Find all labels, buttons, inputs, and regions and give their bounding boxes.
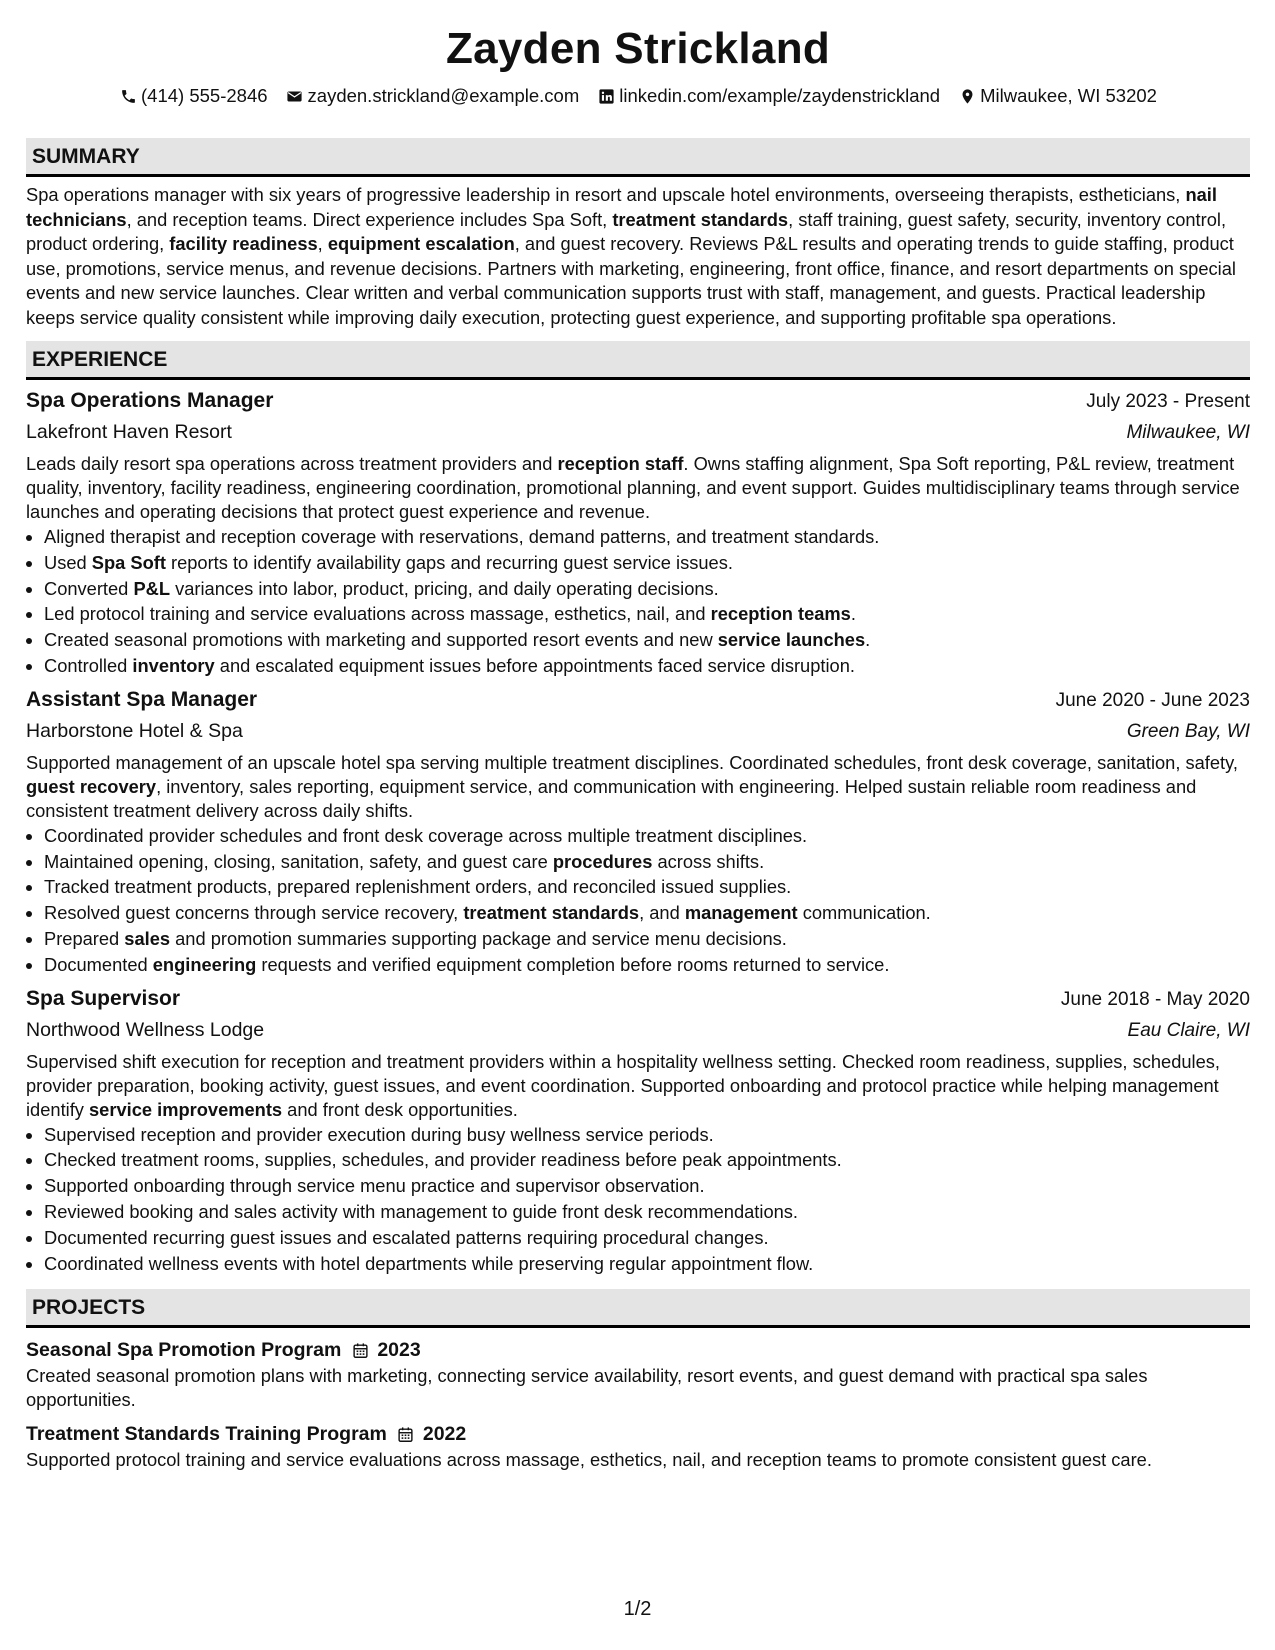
projects-list: [26, 1336, 1250, 1472]
experience-heading: EXPERIENCE: [26, 341, 1250, 380]
summary-text: Spa operations manager with six years of progressive leadership in resort and upscale hotel environments, overseeing therapists, estheticians,: [26, 184, 1186, 205]
summary-text: [26, 183, 1250, 330]
job-bullet-text: , and: [639, 902, 685, 924]
job-bullet-bold-text: P&L: [133, 577, 170, 599]
job-header-row: [26, 984, 1250, 1015]
contact-phone: [119, 84, 268, 108]
job-bullet: [44, 900, 1250, 926]
contact-linkedin[interactable]: [597, 84, 940, 108]
job-bullet-text: Resolved guest concerns through service recovery,: [44, 902, 464, 924]
job-company-row: [26, 417, 1250, 448]
calendar-icon: [351, 1341, 369, 1359]
job-bullet: [44, 952, 1250, 978]
job-bullet-text: Prepared: [44, 927, 125, 949]
summary-text: ,: [317, 233, 328, 254]
job-bullet-text: Controlled: [44, 654, 133, 676]
job-description: [26, 751, 1250, 823]
envelope-icon: [286, 87, 304, 105]
job-bullet-bold-text: treatment standards: [463, 902, 640, 924]
project-description: Supported protocol training and service evaluations across massage, esthetics, nail, and reception teams to promote consistent guest care.: [26, 1449, 1152, 1471]
job-location: Green Bay, WI: [1126, 720, 1250, 742]
map-pin-icon: [958, 87, 976, 105]
experience-entry: [26, 685, 1250, 978]
job-description-text: Leads daily resort spa operations across treatment providers and: [26, 453, 558, 474]
job-bullet-bold-text: service launches: [717, 629, 866, 651]
job-bullet-text: Maintained opening, closing, sanitation, safety, and guest care: [44, 850, 553, 872]
job-bullet: [44, 1225, 1250, 1251]
experience-entry: [26, 386, 1250, 679]
job-bullets: [26, 524, 1250, 679]
contact-bar: [26, 84, 1250, 108]
job-bullet-text: variances into labor, product, pricing, and daily operating decisions.: [170, 577, 719, 599]
job-bullet: [44, 576, 1250, 602]
calendar-icon: [397, 1425, 415, 1443]
job-location: Eau Claire, WI: [1127, 1019, 1250, 1041]
summary-bold-text: nail technicians: [26, 184, 1217, 230]
job-bullet-text: .: [850, 603, 856, 625]
job-description: [26, 452, 1250, 524]
job-bullet: [44, 1173, 1250, 1199]
project-entry: [26, 1336, 1250, 1412]
contact-linkedin-text[interactable]: linkedin.com/example/zaydenstrickland: [619, 85, 941, 106]
job-description: [26, 1050, 1250, 1122]
job-bullet: [44, 874, 1250, 900]
project-year: 2022: [422, 1423, 467, 1446]
resume-page: [26, 0, 1250, 1472]
experience-entry: [26, 984, 1250, 1277]
page-number: 1/2: [623, 1598, 652, 1620]
job-bullet-text: Coordinated provider schedules and front desk coverage across multiple treatment disciplines.: [44, 824, 808, 846]
job-bullet-bold-text: engineering: [152, 953, 257, 975]
job-bullet-text: and promotion summaries supporting package and service menu decisions.: [170, 927, 787, 949]
contact-location-text: Milwaukee, WI 53202: [980, 85, 1157, 106]
phone-icon: [119, 87, 137, 105]
experience-list: [26, 386, 1250, 1276]
project-header-row: [26, 1336, 1250, 1364]
job-bullet-bold-text: sales: [124, 927, 171, 949]
job-description-text: . Owns staffing alignment, Spa Soft reporting, P&L review, treatment quality, inventory, facility readiness, engineering coordination, promotional planning, and event support. Guides multidisciplinary teams through service launches and operating decisions that protect guest experience and revenue.: [26, 453, 1240, 522]
contact-email-text[interactable]: zayden.strickland@example.com: [307, 85, 580, 106]
job-description-bold-text: service improvements: [89, 1098, 283, 1120]
summary-text: , and guest recovery. Reviews P&L results and operating trends to guide staffing, product use, promotions, service menus, and revenue decisions. Partners with marketing, engineering, front office, finance, and resort departments on special events and new service launches. Clear written and verbal communication supports trust with staff, management, and guests. Practical leadership keeps service quality consistent while improving daily execution, protecting guest experience, and supporting profitable spa operations.: [26, 233, 1236, 328]
project-year: 2023: [377, 1339, 421, 1362]
job-description-bold-text: reception staff: [557, 453, 684, 474]
job-bullet: [44, 1251, 1250, 1277]
job-bullet: [44, 1122, 1250, 1148]
job-bullet-bold-text: reception teams: [710, 603, 851, 625]
job-title: Spa Supervisor: [26, 986, 181, 1010]
job-bullet-text: Supervised reception and provider execution during busy wellness service periods.: [44, 1123, 714, 1145]
job-description-text: and front desk opportunities.: [282, 1098, 518, 1120]
job-bullet-text: Documented recurring guest issues and escalated patterns requiring procedural changes.: [44, 1226, 769, 1248]
projects-heading: PROJECTS: [26, 1289, 1250, 1328]
job-description-text: Supported management of an upscale hotel spa serving multiple treatment disciplines. Coordinated schedules, front desk coverage, sanitation, safety,: [26, 751, 1238, 773]
job-bullet: [44, 1147, 1250, 1173]
job-dates: June 2018 - May 2020: [1060, 988, 1250, 1010]
job-location: Milwaukee, WI: [1126, 422, 1250, 443]
job-dates: June 2020 - June 2023: [1055, 689, 1250, 711]
summary-text: , staff training, guest safety, security, inventory control, product ordering,: [26, 208, 1227, 254]
candidate-name: Zayden Strickland: [445, 24, 831, 73]
job-bullet-text: Reviewed booking and sales activity with management to guide front desk recommendations.: [44, 1200, 799, 1222]
job-bullet-text: .: [865, 629, 871, 651]
job-bullet-bold-text: inventory: [132, 654, 215, 676]
job-bullet: [44, 524, 1250, 550]
contact-phone-text: (414) 555-2846: [141, 85, 268, 106]
job-bullet-bold-text: procedures: [552, 850, 653, 872]
job-bullet-text: Checked treatment rooms, supplies, schedules, and provider readiness before peak appointments.: [44, 1149, 842, 1171]
job-company-row: [26, 716, 1250, 747]
job-bullet: [44, 601, 1250, 627]
job-bullet: [44, 653, 1250, 679]
project-date: [397, 1420, 466, 1448]
job-description-text: , inventory, sales reporting, equipment service, and communication with engineering. Helped sustain reliable room readiness and consistent treatment delivery across daily shifts.: [26, 775, 1197, 821]
job-bullet-text: Coordinated wellness events with hotel departments while preserving regular appointment flow.: [44, 1252, 814, 1274]
project-entry: [26, 1420, 1250, 1472]
job-bullet: [44, 823, 1250, 849]
job-bullet: [44, 1199, 1250, 1225]
job-bullet-text: reports to identify availability gaps and recurring guest service issues.: [165, 551, 733, 573]
job-company: Lakefront Haven Resort: [26, 421, 232, 443]
job-bullet-text: across shifts.: [652, 850, 765, 872]
summary-bold-text: facility readiness: [169, 233, 318, 254]
job-bullet-text: and escalated equipment issues before appointments faced service disruption.: [214, 654, 855, 676]
job-description-bold-text: guest recovery: [26, 775, 157, 797]
job-bullets: [26, 823, 1250, 978]
job-company: Northwood Wellness Lodge: [26, 1018, 265, 1041]
job-bullet-text: Led protocol training and service evaluations across massage, esthetics, nail, and: [44, 603, 711, 625]
job-bullet: [44, 627, 1250, 653]
job-bullet: [44, 926, 1250, 952]
job-bullet-text: Used: [44, 551, 92, 573]
job-title: Assistant Spa Manager: [26, 687, 258, 711]
project-description: Created seasonal promotion plans with marketing, connecting service availability, resort events, and guest demand with practical spa sales opportunities.: [26, 1365, 1148, 1411]
job-header-row: [26, 685, 1250, 716]
job-bullet-text: Documented: [44, 953, 153, 975]
job-bullets: [26, 1122, 1250, 1277]
job-company-row: [26, 1015, 1250, 1046]
job-description-text: Supervised shift execution for reception and treatment providers within a hospitality wellness setting. Checked room readiness, supplies, schedules, provider preparation, booking activity, guest issues, and event coordination. Supported onboarding and protocol practice while helping management identify: [26, 1050, 1220, 1120]
project-header-row: [26, 1420, 1250, 1448]
job-dates: July 2023 - Present: [1086, 391, 1250, 412]
summary-text: , and reception teams. Direct experience includes Spa Soft,: [126, 208, 613, 230]
job-bullet-text: Converted: [44, 577, 134, 599]
summary-bold-text: treatment standards: [612, 208, 789, 230]
summary-heading: SUMMARY: [26, 138, 1250, 177]
job-bullet-text: Created seasonal promotions with marketing and supported resort events and new: [44, 629, 718, 651]
job-header-row: [26, 386, 1250, 417]
job-company: Harborstone Hotel & Spa: [26, 719, 243, 742]
job-bullet-text: Supported onboarding through service menu practice and supervisor observation.: [44, 1175, 705, 1197]
job-bullet-bold-text: Spa Soft: [91, 551, 166, 573]
job-bullet: [44, 849, 1250, 875]
job-bullet-text: communication.: [797, 902, 931, 924]
contact-email[interactable]: [286, 84, 580, 108]
job-bullet-bold-text: management: [684, 902, 798, 924]
summary-bold-text: equipment escalation: [327, 233, 515, 254]
job-bullet-text: Aligned therapist and reception coverage with reservations, demand patterns, and treatment standards.: [44, 526, 880, 547]
job-title: Spa Operations Manager: [26, 389, 274, 412]
linkedin-icon: [597, 87, 615, 105]
job-bullet-text: Tracked treatment products, prepared replenishment orders, and reconciled issued supplies.: [44, 876, 792, 898]
job-bullet-text: requests and verified equipment completion before rooms returned to service.: [256, 953, 890, 975]
project-date: [351, 1336, 420, 1364]
contact-location: [958, 84, 1157, 108]
job-bullet: [44, 550, 1250, 576]
project-title: Seasonal Spa Promotion Program: [26, 1339, 342, 1362]
project-title: Treatment Standards Training Program: [26, 1423, 387, 1446]
